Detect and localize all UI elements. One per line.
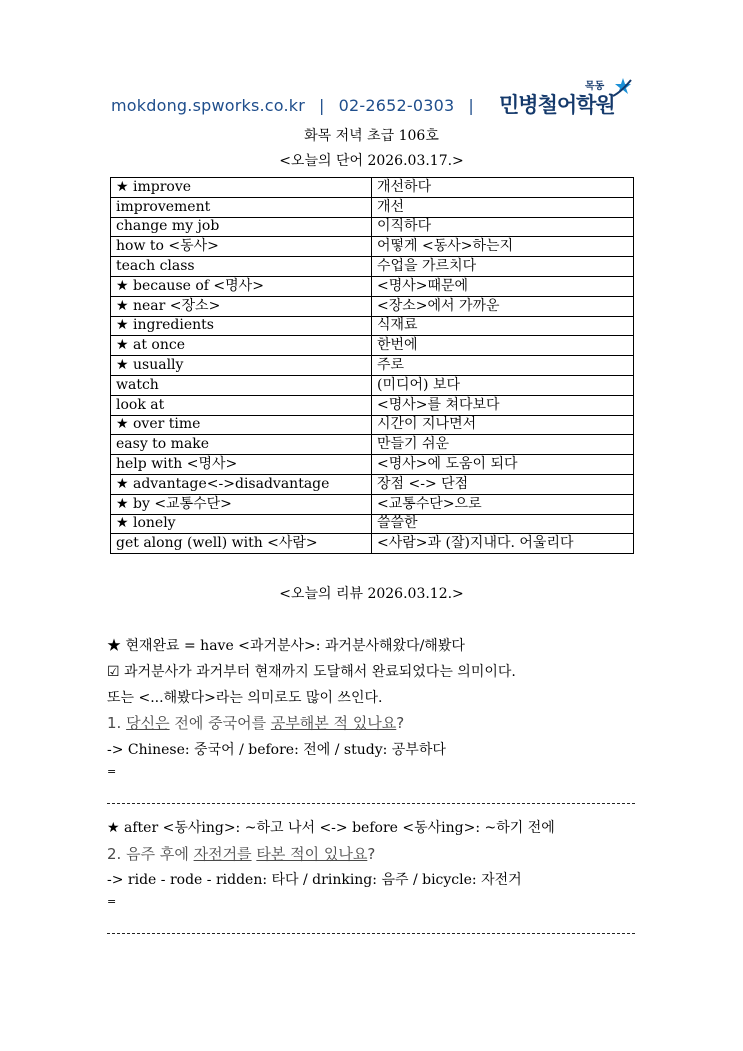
table-row xyxy=(111,296,634,316)
answer-1: = xyxy=(107,765,117,778)
english-word-cell: improvement xyxy=(111,197,372,217)
note-line-1: ☑ 과거분사가 과거부터 현재까지 도달해서 완료되었다는 의미이다. xyxy=(107,664,516,680)
question-text: ? xyxy=(367,845,376,863)
english-word-cell: easy to make xyxy=(111,435,372,455)
header-separator: | xyxy=(319,96,325,115)
table-row xyxy=(111,494,634,514)
table-row xyxy=(111,316,634,336)
question-1 xyxy=(107,712,404,733)
korean-meaning-cell: <명사>에 도움이 되다 xyxy=(372,455,634,475)
english-word-cell: ★ advantage<->disadvantage xyxy=(111,474,372,494)
korean-meaning-cell: <장소>에서 가까운 xyxy=(372,296,634,316)
divider xyxy=(107,803,635,804)
english-word-cell: ★ ingredients xyxy=(111,316,372,336)
korean-meaning-cell: 쓸쓸한 xyxy=(372,514,634,534)
page-header xyxy=(111,74,641,124)
website-link[interactable]: mokdong.spworks.co.kr xyxy=(111,96,306,115)
english-word-cell: ★ over time xyxy=(111,415,372,435)
english-word-cell: change my job xyxy=(111,217,372,237)
question-2 xyxy=(107,843,375,864)
english-word-cell: help with <명사> xyxy=(111,455,372,475)
english-word-cell: ★ by <교통수단> xyxy=(111,494,372,514)
english-word-cell: ★ because of <명사> xyxy=(111,276,372,296)
korean-meaning-cell: <명사>를 쳐다보다 xyxy=(372,395,634,415)
table-row xyxy=(111,217,634,237)
korean-meaning-cell: 만들기 쉬운 xyxy=(372,435,634,455)
table-row xyxy=(111,257,634,277)
korean-meaning-cell: 한번에 xyxy=(372,336,634,356)
table-row xyxy=(111,276,634,296)
table-row xyxy=(111,415,634,435)
english-word-cell: ★ at once xyxy=(111,336,372,356)
korean-meaning-cell: (미디어) 보다 xyxy=(372,375,634,395)
korean-meaning-cell: <교통수단>으로 xyxy=(372,494,634,514)
phone-number: 02-2652-0303 xyxy=(338,96,455,115)
academy-logo xyxy=(499,74,644,124)
underlined-phrase: 공부해본 적 있나요 xyxy=(270,714,397,732)
korean-meaning-cell: 개선 xyxy=(372,197,634,217)
korean-meaning-cell: 이직하다 xyxy=(372,217,634,237)
english-word-cell: ★ near <장소> xyxy=(111,296,372,316)
table-row xyxy=(111,395,634,415)
class-title: 화목 저녁 초급 106호 xyxy=(304,128,439,144)
english-word-cell: ★ lonely xyxy=(111,514,372,534)
words-title: <오늘의 단어 2026.03.17.> xyxy=(279,153,464,169)
divider xyxy=(107,933,635,934)
question-text: 전에 중국어를 xyxy=(169,714,271,732)
logo-name: 민병철어학원 xyxy=(499,93,615,117)
korean-meaning-cell: 장점 <-> 단점 xyxy=(372,474,634,494)
table-row xyxy=(111,197,634,217)
question-number: 1. xyxy=(107,714,122,732)
table-row xyxy=(111,435,634,455)
table-row xyxy=(111,514,634,534)
contact-line xyxy=(111,96,488,115)
underlined-phrase: 자전거를 xyxy=(193,845,252,863)
table-row xyxy=(111,455,634,475)
table-row xyxy=(111,375,634,395)
question-text: 음주 후에 xyxy=(126,845,194,863)
table-row xyxy=(111,336,634,356)
english-word-cell: look at xyxy=(111,395,372,415)
korean-meaning-cell: 식재료 xyxy=(372,316,634,336)
question-text: ? xyxy=(396,714,405,732)
table-row xyxy=(111,356,634,376)
korean-meaning-cell: 어떻게 <동사>하는지 xyxy=(372,237,634,257)
note-line-2: 또는 <...해봤다>라는 의미로도 많이 쓰인다. xyxy=(107,690,383,706)
table-row xyxy=(111,474,634,494)
korean-meaning-cell: 주로 xyxy=(372,356,634,376)
english-word-cell: ★ usually xyxy=(111,356,372,376)
korean-meaning-cell: 개선하다 xyxy=(372,178,634,198)
header-separator-2: | xyxy=(468,96,474,115)
english-word-cell: teach class xyxy=(111,257,372,277)
korean-meaning-cell: 시간이 지나면서 xyxy=(372,415,634,435)
logo-branch: 목동 xyxy=(585,81,605,92)
korean-meaning-cell: <명사>때문에 xyxy=(372,276,634,296)
table-row xyxy=(111,534,634,554)
hint-1: -> Chinese: 중국어 / before: 전에 / study: 공부하다 xyxy=(107,742,446,758)
table-row xyxy=(111,178,634,198)
vocab-table xyxy=(110,177,634,554)
korean-meaning-cell: 수업을 가르치다 xyxy=(372,257,634,277)
table-row xyxy=(111,237,634,257)
english-word-cell: ★ improve xyxy=(111,178,372,198)
hint-2: -> ride - rode - ridden: 타다 / drinking: 음주 / bicycle: 자전거 xyxy=(107,872,522,888)
rule-after-before: ★ after <동사ing>: ~하고 나서 <-> before <동사ing>: ~하기 전에 xyxy=(107,820,555,836)
underlined-phrase: 타본 적이 있나요 xyxy=(256,845,368,863)
english-word-cell: watch xyxy=(111,375,372,395)
review-title: <오늘의 리뷰 2026.03.12.> xyxy=(279,586,464,602)
rule-present-perfect: ★ 현재완료 = have <과거분사>: 과거분사해왔다/해봤다 xyxy=(107,638,465,654)
english-word-cell: how to <동사> xyxy=(111,237,372,257)
korean-meaning-cell: <사람>과 (잘)지내다. 어울리다 xyxy=(372,534,634,554)
question-number: 2. xyxy=(107,845,122,863)
underlined-phrase: 당신은 xyxy=(126,714,170,732)
answer-2: = xyxy=(107,895,117,908)
english-word-cell: get along (well) with <사람> xyxy=(111,534,372,554)
